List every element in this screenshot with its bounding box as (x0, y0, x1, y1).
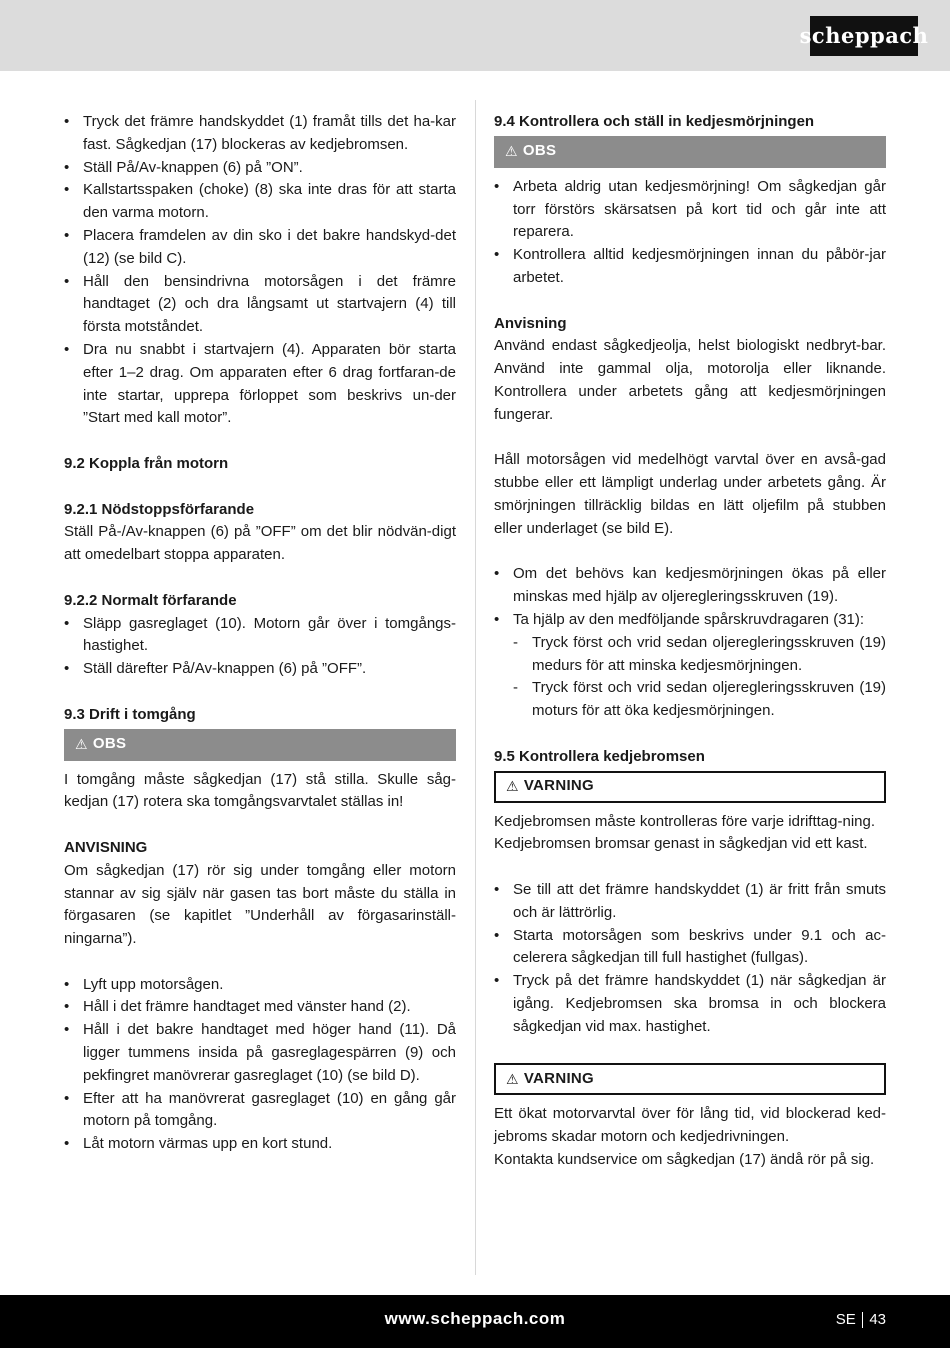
warning-triangle-icon: ⚠ (75, 736, 88, 753)
list-item: • Kontrollera alltid kedjesmörjningen innan du påbör-jar arbetet. (494, 244, 886, 290)
list-item: • Ställ På/Av-knappen (6) på ”ON”. (64, 157, 456, 180)
list-item: • Om det behövs kan kedjesmörjningen ökas på eller minskas med hjälp av oljeregleringsskruven (19). (494, 563, 886, 609)
paragraph: Använd endast sågkedjeolja, helst biologiskt nedbryt-bar. Använd inte gammal olja, motorolja eller liknande. Kontrollera under arbetets gång att kedjesmörjningen fungerar. (494, 337, 886, 423)
anvisning-heading: Anvisning (494, 314, 567, 332)
oil-bullets (494, 563, 886, 631)
heading-9-2-1: 9.2.1 Nödstoppsförfarande (64, 500, 255, 518)
heading-9-2: 9.2 Koppla från motorn (64, 454, 229, 472)
obs-notice-bar (494, 136, 886, 168)
end-bullets (64, 974, 456, 1156)
list-item: • Håll den bensindrivna motorsågen i det främre handtaget (2) och dra långsamt ut startvajern (4) till första motståndet. (64, 271, 456, 339)
list-item: - Tryck först och vrid sedan oljeregleringsskruven (19) moturs för att öka kedjesmörjningen. (494, 677, 886, 723)
heading-9-3: 9.3 Drift i tomgång (64, 705, 196, 723)
left-column (64, 111, 456, 1156)
list-item: • Starta motorsågen som beskrivs under 9.1 och ac-celerera sågkedjan till full hastighet (fullgas). (494, 925, 886, 971)
paragraph: I tomgång måste sågkedjan (17) stå stilla. Skulle såg-kedjan (17) rotera ska tomgångsvarvtalet ställas in! (64, 770, 456, 811)
warning-label: VARNING (523, 1069, 595, 1087)
warning-triangle-icon: ⚠ (506, 1070, 519, 1087)
list-item: • Släpp gasreglaget (10). Motorn går över i tomgångs-hastighet. (64, 613, 456, 659)
paragraph: Kedjebromsen måste kontrolleras före varje idrifttag-ning. (494, 812, 876, 830)
start-bullets (64, 111, 456, 430)
website-link[interactable]: www.scheppach.com (384, 1309, 566, 1328)
obs-label: OBS (92, 735, 127, 753)
header-bar (0, 0, 950, 71)
separator (862, 1312, 864, 1328)
list-item: • Håll i det främre handtaget med vänster hand (2). (64, 996, 456, 1019)
anvisning-heading: ANVISNING (64, 838, 148, 856)
bullets-9-5 (494, 879, 886, 1039)
footer-bar (0, 1295, 950, 1348)
warning-box (494, 1063, 886, 1095)
list-item: • Placera framdelen av din sko i det bakre handskyd-det (12) (se bild C). (64, 225, 456, 271)
list-item: • Låt motorn värmas upp en kort stund. (64, 1133, 456, 1156)
paragraph: Ställ På-/Av-knappen (6) på ”OFF” om det blir nödvän-digt att omedelbart stoppa apparaten. (64, 523, 456, 564)
page-number (836, 1309, 886, 1332)
list-item: • Se till att det främre handskyddet (1) är fritt från smuts och är lättrörlig. (494, 879, 886, 925)
column-divider (475, 100, 476, 1275)
warning-box (494, 771, 886, 803)
list-item: • Efter att ha manövrerat gasreglaget (10) en gång går motorn på tomgång. (64, 1088, 456, 1134)
heading-9-2-2: 9.2.2 Normalt förfarande (64, 591, 237, 609)
warning-triangle-icon: ⚠ (506, 778, 519, 795)
list-item: • Ställ därefter På/Av-knappen (6) på ”OFF”. (64, 658, 456, 681)
right-column (494, 111, 886, 1172)
scheppach-logo: scheppach (810, 16, 918, 56)
list-item: • Tryck det främre handskyddet (1) framåt tills det ha-kar fast. Sågkedjan (17) blockeras av kedjebromsen. (64, 111, 456, 157)
obs-bullets (494, 176, 886, 290)
heading-9-4: 9.4 Kontrollera och ställ in kedjesmörjningen (494, 113, 815, 130)
page-number-value: 43 (869, 1311, 886, 1328)
warning-triangle-icon: ⚠ (505, 143, 518, 160)
paragraph: Kontakta kundservice om sågkedjan (17) ändå rör på sig. (494, 1150, 875, 1168)
paragraph: Håll motorsågen vid medelhögt varvtal över en avså-gad stubbe eller ett lämpligt underlag under arbetets gång. Är smörjningen tillräcklig bildas en lätt oljefilm på stubben eller underlaget (se bild E). (494, 451, 886, 537)
list-item: • Dra nu snabbt i startvajern (4). Apparaten bör starta efter 1–2 drag. Om apparaten efter 6 drag fortfaran-de inte startar, upprepa förloppet som beskrivs un-der ”Start med kall motor”. (64, 339, 456, 430)
list-item: • Lyft upp motorsågen. (64, 974, 456, 997)
list-item: • Arbeta aldrig utan kedjesmörjning! Om sågkedjan går torr förstörs skärsatsen på kort tid och går inte att reparera. (494, 176, 886, 244)
list-item: • Håll i det bakre handtaget med höger hand (11). Då ligger tummens insida på gasreglagespärren (9) och pekfingret manövrerar gasreglaget (10) (se bild D). (64, 1019, 456, 1087)
bullets-9-2-2 (64, 613, 456, 681)
heading-9-5: 9.5 Kontrollera kedjebromsen (494, 747, 705, 765)
list-item: • Tryck på det främre handskyddet (1) när sågkedjan är igång. Kedjebromsen ska bromsa in och blockera sågkedjan vid max. hastighet. (494, 970, 886, 1038)
obs-notice-bar (64, 729, 456, 761)
list-item: - Tryck först och vrid sedan oljeregleringsskruven (19) medurs för att minska kedjesmörjningen. (494, 632, 886, 678)
paragraph: Kedjebromsen bromsar genast in sågkedjan vid ett kast. (494, 835, 868, 853)
language-code: SE (835, 1311, 856, 1328)
paragraph: Ett ökat motorvarvtal över för lång tid, vid blockerad ked-jebroms skadar motorn och kedjedrivningen. (494, 1105, 886, 1146)
list-item: • Kallstartsspaken (choke) (8) ska inte dras för att starta den varma motorn. (64, 179, 456, 225)
dash-list (494, 632, 886, 723)
warning-label: VARNING (523, 777, 595, 795)
paragraph: Om sågkedjan (17) rör sig under tomgång eller motorn stannar av sig själv när gasen tas bort måste du ställa in förgasaren (se kapitlet ”Underhåll av förgasarinställ-ningarna”). (64, 861, 456, 948)
obs-label: OBS (522, 142, 557, 160)
list-item: • Ta hjälp av den medföljande spårskruvdragaren (31): (494, 609, 886, 632)
